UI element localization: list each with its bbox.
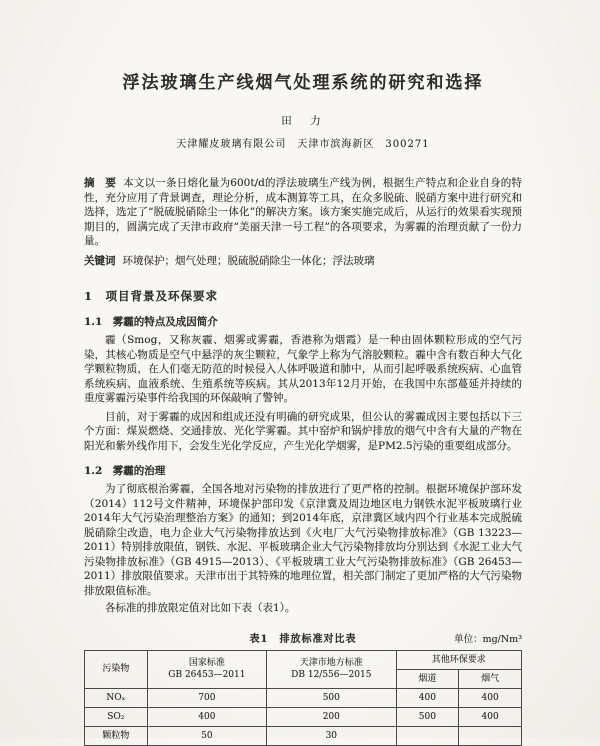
section-1-2-heading: 1.2 雾霾的治理 xyxy=(84,463,522,478)
header-other-requirements: 其他环保要求 xyxy=(396,650,521,669)
table-cell: 500 xyxy=(267,688,396,707)
header-national-standard xyxy=(147,650,266,688)
table-cell: 500 xyxy=(396,707,459,726)
header-tianjin-standard-code: DB 12/556—2015 xyxy=(269,669,393,681)
table-cell: 400 xyxy=(396,688,459,707)
table-cell: SO₂ xyxy=(85,707,148,726)
table-cell: 400 xyxy=(459,688,522,707)
table-cell: 400 xyxy=(459,707,522,726)
table-cell: 400 xyxy=(147,707,266,726)
table-header-row-1 xyxy=(85,650,522,669)
keywords-text: 环境保护；烟气处理；脱硫脱硝除尘一体化；浮法玻璃 xyxy=(123,255,375,267)
table-caption-line xyxy=(84,630,522,645)
section-1-1-heading: 1.1 雾霾的特点及成因简介 xyxy=(84,314,522,329)
section-1-heading: 1 项目背景及环保要求 xyxy=(84,288,522,304)
section-1-2-paragraph-2: 各标准的排放限定值对比如下表（表1）。 xyxy=(84,601,522,616)
table-cell: 颗粒物 xyxy=(85,727,148,746)
table-cell: 30 xyxy=(267,727,396,746)
table-row-nox xyxy=(85,688,522,707)
table-caption: 表1 排放标准对比表 xyxy=(250,634,357,645)
keywords-line xyxy=(84,254,522,269)
table-row-particulate xyxy=(85,727,522,746)
table-row-so2 xyxy=(85,707,522,726)
table-cell: 50 xyxy=(147,727,266,746)
table-cell: 200 xyxy=(267,707,396,726)
emission-standards-table xyxy=(84,650,522,746)
abstract-text: 本文以一条日熔化量为600t/d的浮法玻璃生产线为例，根据生产特点和企业自身的特性，充分应用了背景调查，理论分析，成本测算等工具，在众多脱硫、脱硝方案中进行研究和选择，选定了“脱硫脱硝除尘一体化”的解决方案。该方案实施完成后，从运行的效果看实现预期目的，圆满完成了天津市政府“美丽天津一号工程”的各项要求，为雾霾的治理贡献了一份力量。 xyxy=(84,177,522,247)
header-pollutant: 污染物 xyxy=(85,650,148,688)
author-name: 田 力 xyxy=(84,113,522,128)
keywords-label: 关键词 xyxy=(84,255,116,267)
table-unit-label: 单位：mg/Nm³ xyxy=(454,631,522,645)
abstract-paragraph xyxy=(84,176,522,249)
table-cell xyxy=(459,727,522,746)
page-title: 浮法玻璃生产线烟气处理系统的研究和选择 xyxy=(84,68,522,93)
header-national-standard-name: 国家标准 xyxy=(150,657,264,669)
header-tianjin-standard-name: 天津市地方标准 xyxy=(269,657,393,669)
header-other-sub-1: 烟道 xyxy=(396,669,459,688)
header-tianjin-standard xyxy=(267,650,396,688)
section-1-1-paragraph-1: 霾（Smog，又称灰霾、烟雾或雾霾，香港称为烟霞）是一种由固体颗粒形成的空气污染，其核心物质是空气中悬浮的灰尘颗粒，气象学上称为气溶胶颗粒。霾中含有数百种大气化学颗粒物质，在人们毫无防范的时候侵入人体呼吸道和肺中，从而引起呼吸系统疾病、心血管系统疾病、血液系统、生殖系统等疾病。其从2013年12月开始，在我国中东部蔓延并持续的重度雾霾污染事件给我国的环保敲响了警钟。 xyxy=(84,333,522,406)
header-national-standard-code: GB 26453—2011 xyxy=(150,669,264,681)
abstract-label: 摘 要 xyxy=(84,177,116,189)
affiliation: 天津耀皮玻璃有限公司 天津市滨海新区 300271 xyxy=(84,135,522,150)
section-1-1-paragraph-2: 目前，对于雾霾的成因和组成还没有明确的研究成果，但公认的雾霾成因主要包括以下三个方面：煤炭燃烧、交通排放、光化学雾霾。其中窑炉和锅炉排放的烟气中含有大量的产物在阳光和紫外线作用下，会发生光化学反应，产生光化学烟雾，是PM2.5污染的重要组成部分。 xyxy=(84,410,522,454)
table-cell xyxy=(396,727,459,746)
header-other-sub-2: 烟气 xyxy=(459,669,522,688)
table-cell: 700 xyxy=(147,688,266,707)
table-cell: NOₓ xyxy=(85,688,148,707)
section-1-2-paragraph-1: 为了彻底根治雾霾，全国各地对污染物的排放进行了更严格的控制。根据环境保护部环发（2014）112号文件精神，环境保护部印发《京津冀及周边地区电力钢铁水泥平板玻璃行业2014年大气污染治理整治方案》的通知；到2014年底，京津冀区域内四个行业基本完成脱硫脱硝除尘改造，电力企业大气污染物排放达到《火电厂大气污染物排放标准》（GB 13223—2011）特别排放限值，钢铁、水泥、平板玻璃企业大气污染物排放均分别达到《水泥工业大气污染物排放标准》（GB 4915—2013）、《平板玻璃工业大气污染物排放标准》（GB 26453—2011）排放限值要求。天津市出于其特殊的地理位置，相关部门制定了更加严格的大气污染物排放限值标准。 xyxy=(84,482,522,598)
